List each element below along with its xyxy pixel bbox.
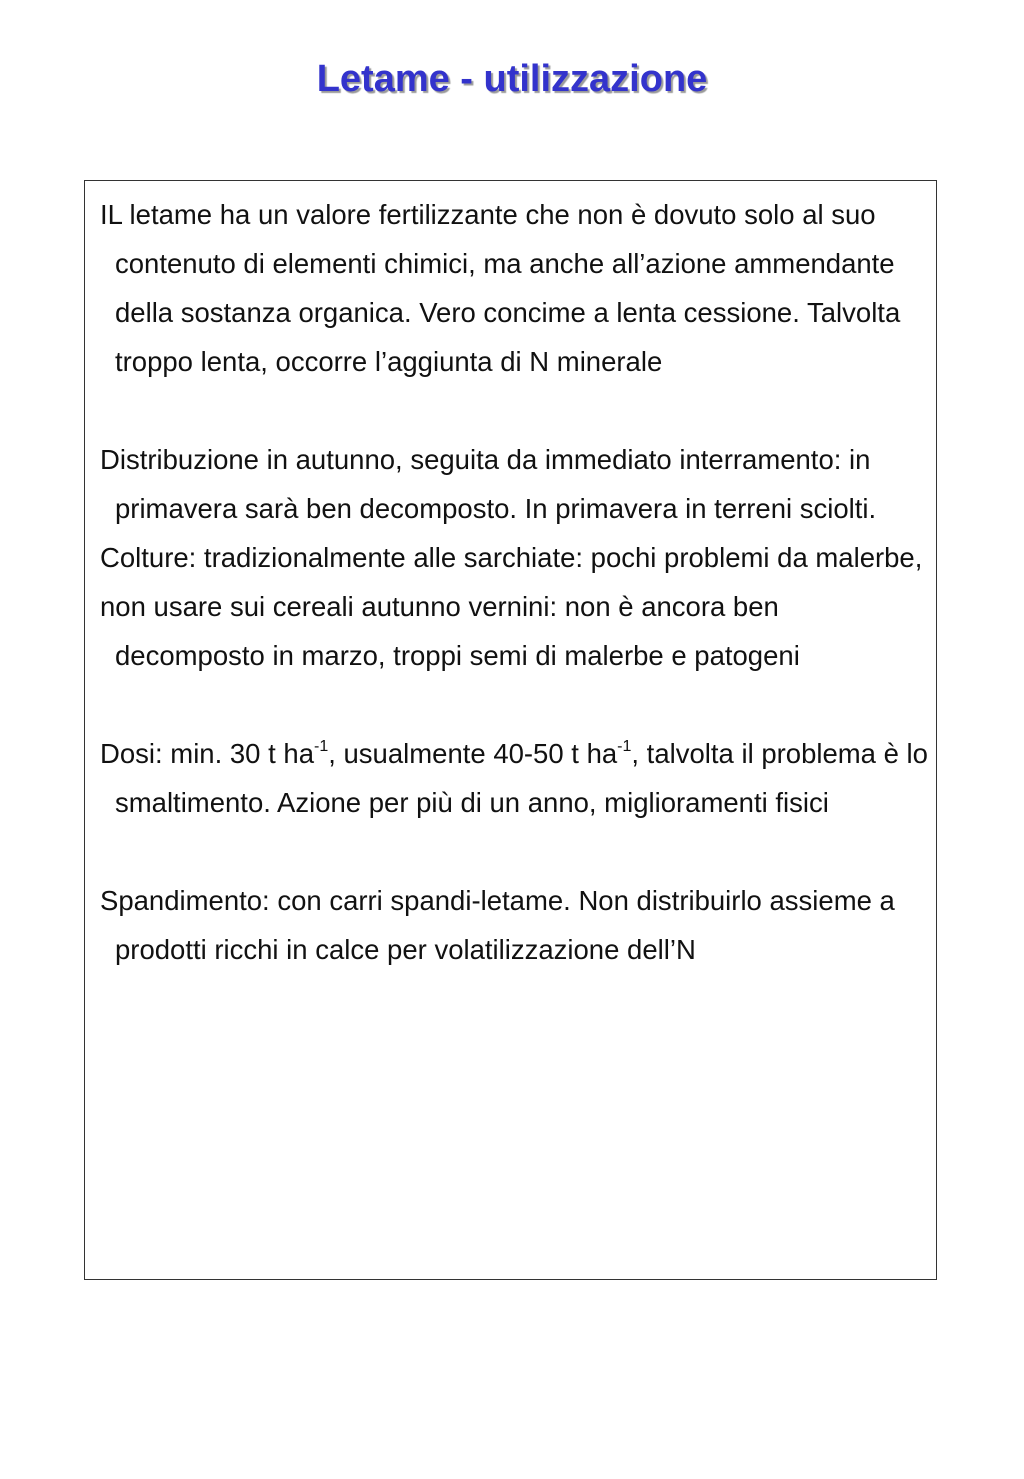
doses-text-2: , usualmente 40-50 t ha	[328, 738, 618, 769]
paragraph-spacer	[100, 386, 930, 435]
page-title: Letame - utilizzazione	[316, 58, 708, 100]
paragraph-spacer	[100, 680, 930, 729]
paragraph-fertilizing-value: IL letame ha un valore fertilizzante che non è dovuto solo al suo contenuto di elementi chimici, ma anche all’azione ammendante della sostanza organica. Vero concime a lenta cessione. Talvolta troppo lenta, occorre l’aggiunta di N minerale	[100, 199, 901, 377]
text-box-content	[100, 190, 930, 974]
doses-superscript-1: -1	[313, 738, 329, 755]
paragraph-distribution: Distribuzione in autunno, seguita da immediato interramento: in primavera sarà ben decomposto. In primavera in terreni sciolti.	[100, 444, 877, 524]
doses-text-1: Dosi: min. 30 t ha	[100, 738, 314, 769]
doses-superscript-2: -1	[617, 738, 632, 755]
paragraph-spreading: Spandimento: con carri spandi-letame. Non distribuirlo assieme a prodotti ricchi in calce per volatilizzazione dell’N	[100, 885, 895, 965]
paragraph-cereals: non usare sui cereali autunno vernini: non è ancora ben decomposto in marzo, troppi semi di malerbe e patogeni	[100, 591, 800, 671]
doses-text-3: , talvolta il problema è lo smaltimento. Azione per più di un anno, miglioramenti fisici	[115, 738, 928, 818]
paragraph-crops: Colture: tradizionalmente alle sarchiate: pochi problemi da malerbe,	[100, 542, 923, 573]
paragraph-doses	[100, 729, 930, 827]
paragraph-spacer	[100, 827, 930, 876]
